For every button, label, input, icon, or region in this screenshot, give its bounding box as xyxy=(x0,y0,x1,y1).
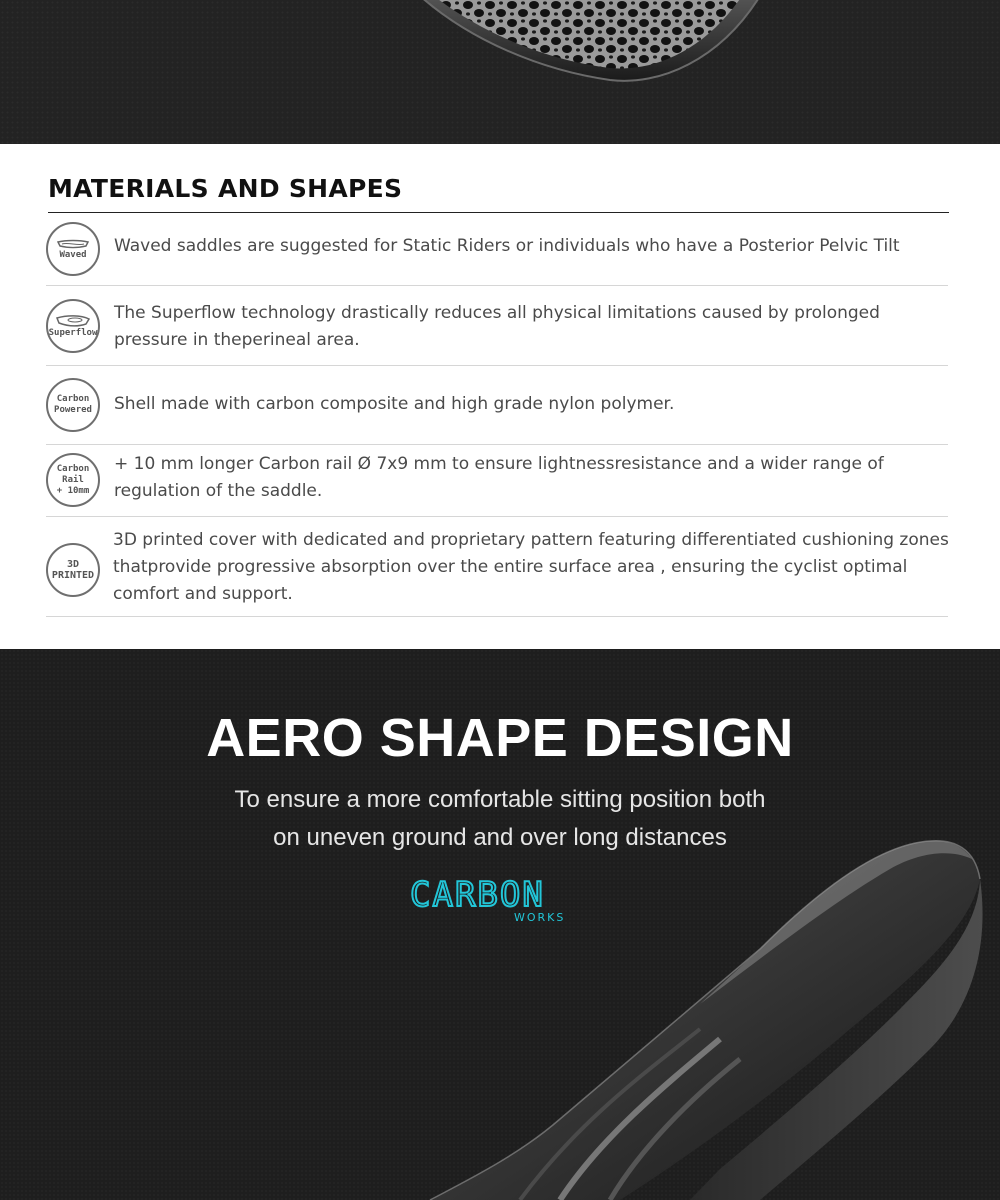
feature-description: 3D printed cover with dedicated and proprietary pattern featuring differentiated cushioning zones thatprovide progressive absorption over the entire surface area , ensuring the cyclist optimal comfort and support. xyxy=(113,530,949,604)
badge-label-line2: PRINTED xyxy=(51,570,95,581)
feature-description: Waved saddles are suggested for Static Riders or individuals who have a Posterior Pelvic Tilt xyxy=(114,236,900,256)
feature-description: + 10 mm longer Carbon rail Ø 7x9 mm to ensure lightnessresistance and a wider range of regulation of the saddle. xyxy=(114,454,884,501)
superflow-saddle-icon xyxy=(55,314,91,328)
logo-sub-text: WORKS xyxy=(514,911,566,924)
top-banner xyxy=(0,0,1000,144)
feature-description: The Superflow technology drastically reduces all physical limitations caused by prolonged pressure in theperineal area. xyxy=(114,303,880,350)
badge-label: Waved xyxy=(59,249,87,260)
aero-subtitle-line2: on uneven ground and over long distances xyxy=(273,824,727,851)
badge-label-line1: 3D xyxy=(66,559,80,570)
badge-label-line1: Carbon Rail xyxy=(56,463,90,485)
waved-saddle-icon xyxy=(56,238,90,250)
carbon-rail-badge xyxy=(46,453,100,507)
honeycomb-saddle-image xyxy=(0,0,1000,144)
badge-label-line2: + 10mm xyxy=(56,485,90,496)
feature-row-3d-printed xyxy=(46,517,948,617)
3d-printed-badge xyxy=(46,543,100,597)
badge-label: Superflow xyxy=(48,327,98,338)
aero-section xyxy=(0,649,1000,1200)
badge-label-line2: Powered xyxy=(54,405,92,415)
materials-section xyxy=(0,144,1000,649)
badge-label-line1: Carbon xyxy=(56,394,90,404)
logo-main-text: CARBON xyxy=(410,875,545,915)
feature-row-waved xyxy=(46,217,948,286)
carbon-powered-badge xyxy=(46,378,100,432)
waved-badge xyxy=(46,222,100,276)
title-divider xyxy=(48,212,949,213)
feature-row-carbon-powered xyxy=(46,366,948,445)
aero-subtitle xyxy=(0,781,1000,857)
feature-row-superflow xyxy=(46,286,948,366)
carbon-works-logo xyxy=(410,877,586,929)
superflow-badge xyxy=(46,299,100,353)
feature-row-carbon-rail xyxy=(46,445,948,517)
aero-subtitle-line1: To ensure a more comfortable sitting position both xyxy=(234,786,766,813)
aero-title: AERO SHAPE DESIGN xyxy=(206,708,794,768)
feature-description: Shell made with carbon composite and high grade nylon polymer. xyxy=(114,394,675,414)
materials-title: MATERIALS AND SHAPES xyxy=(48,174,403,203)
